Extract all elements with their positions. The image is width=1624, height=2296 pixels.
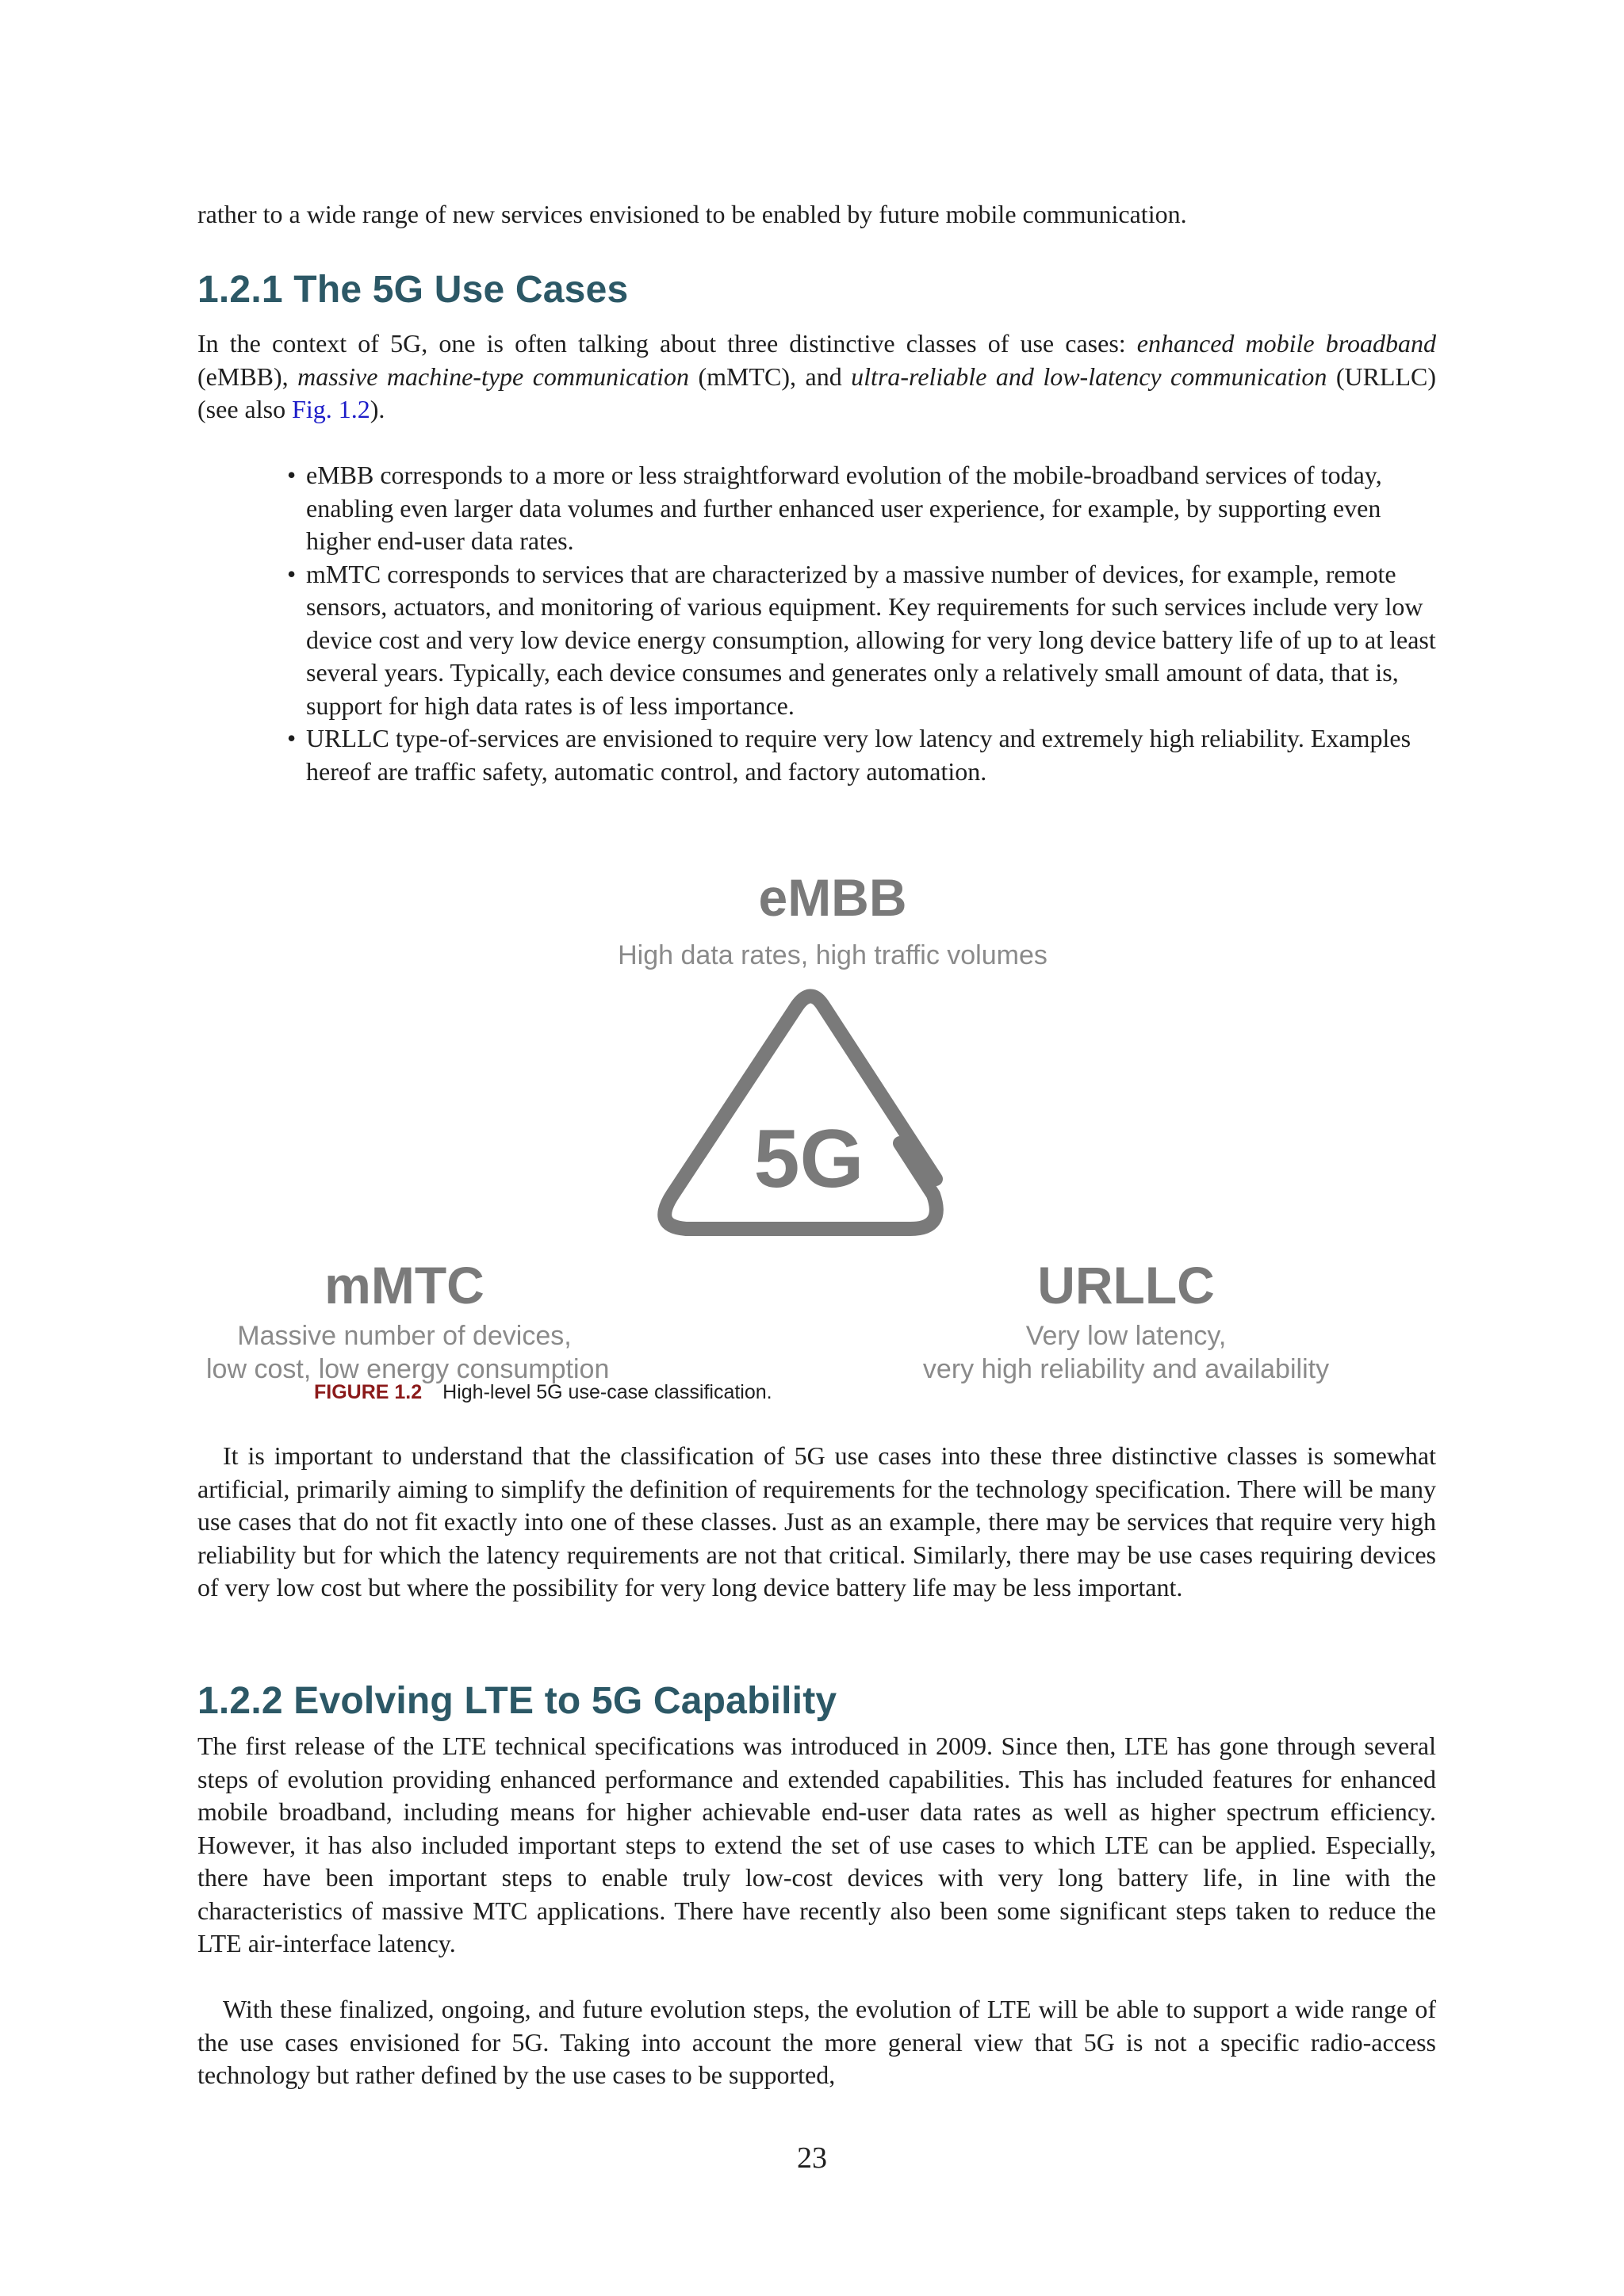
use-case-list	[274, 459, 1440, 788]
mmtc-title: mMTC	[324, 1256, 485, 1314]
figure-5g-classification	[206, 868, 1427, 1423]
term-embb: enhanced mobile broadband	[1136, 329, 1437, 358]
section-heading-5g-use-cases: 1.2.1 The 5G Use Cases	[197, 269, 629, 311]
intro-text: (eMBB),	[197, 362, 298, 391]
lte-paragraph-1: The first release of the LTE technical specifications was introduced in 2009. Since then, LTE has gone through several steps of evolution providing enhanced performance and extended capabilities. This has included features for enhanced mobile broadband, including means for higher achievable end-user data rates as well as higher spectrum efficiency. However, it has also included important steps to extend the set of use cases to which LTE can be applied. Especially, there have been important steps to enable truly low-cost devices with very long battery life, in line with the characteristics of massive MTC applications. There have recently also been some significant steps taken to reduce the LTE air-interface latency.	[197, 1732, 1436, 1957]
section-heading-evolving-lte: 1.2.2 Evolving LTE to 5G Capability	[197, 1680, 837, 1722]
classification-paragraph: It is important to understand that the classification of 5G use cases into these three distinctive classes is somewhat artificial, primarily aiming to simplify the definition of requirements for the technology specification. There will be many use cases that do not fit exactly into one of these classes. Just as an example, there may be services that require very high reliability but for which the latency requirements are not that critical. Similarly, there may be use cases requiring devices of very low cost but where the possibility for very long device battery life may be less important.	[197, 1441, 1436, 1601]
bullet-marker: •	[287, 724, 297, 752]
urllc-title: URLLC	[1037, 1256, 1215, 1314]
page-number: 23	[797, 2141, 827, 2175]
figure-link[interactable]: Fig. 1.2	[292, 395, 370, 423]
intro-text: (mMTC), and	[689, 362, 852, 391]
lte-paragraph-2: With these finalized, ongoing, and future evolution steps, the evolution of LTE will be able to support a wide range of the use cases envisioned for 5G. Taking into account the more general view that 5G is not a specific radio-access technology but rather defined by the use cases to be supported,	[197, 1995, 1436, 2089]
urllc-line1: Very low latency,	[1025, 1321, 1227, 1351]
figure-caption-text: High-level 5G use-case classification.	[442, 1381, 772, 1403]
list-item	[274, 459, 1440, 558]
embb-title: eMBB	[758, 868, 907, 927]
intro-text: ).	[370, 395, 385, 423]
figure-caption-label: FIGURE 1.2	[314, 1381, 423, 1403]
list-item-text: eMBB corresponds to a more or less straightforward evolution of the mobile-broadband services of today, enabling even larger data volumes and further enhanced user experience, for example, by supporting even higher end-user data rates.	[306, 461, 1382, 555]
bullet-marker: •	[287, 461, 297, 489]
lead-text: rather to a wide range of new services envisioned to be enabled by future mobile communication.	[197, 200, 1187, 228]
intro-paragraph	[197, 327, 1436, 427]
figure-caption	[314, 1381, 772, 1404]
embb-subtitle: High data rates, high traffic volumes	[618, 940, 1048, 970]
list-item	[274, 722, 1440, 788]
mmtc-line1: Massive number of devices,	[237, 1321, 572, 1351]
list-item	[274, 558, 1440, 723]
intro-text: (URLLC) (see also	[197, 362, 1437, 423]
term-mmtc: massive machine-type communication	[297, 362, 690, 391]
center-5g-label: 5G	[753, 1113, 864, 1205]
bullet-marker: •	[287, 559, 297, 588]
urllc-line2: very high reliability and availability	[922, 1354, 1330, 1384]
mmtc-line2: low cost, low energy consumption	[206, 1354, 610, 1384]
term-urllc: ultra-reliable and low-latency communication	[851, 362, 1327, 391]
list-item-text: URLLC type-of-services are envisioned to require very low latency and extremely high reliability. Examples hereof are traffic safety, automatic control, and factory automation.	[306, 724, 1411, 786]
list-item-text: mMTC corresponds to services that are characterized by a massive number of devices, for example, remote sensors, actuators, and monitoring of various equipment. Key requirements for such services include very low device cost and very low device energy consumption, allowing for very long device battery life of up to at least several years. Typically, each device consumes and generates only a relatively small amount of data, that is, support for high data rates is of less importance.	[306, 559, 1436, 720]
intro-text: In the context of 5G, one is often talking about three distinctive classes of use cases:	[197, 329, 1137, 358]
